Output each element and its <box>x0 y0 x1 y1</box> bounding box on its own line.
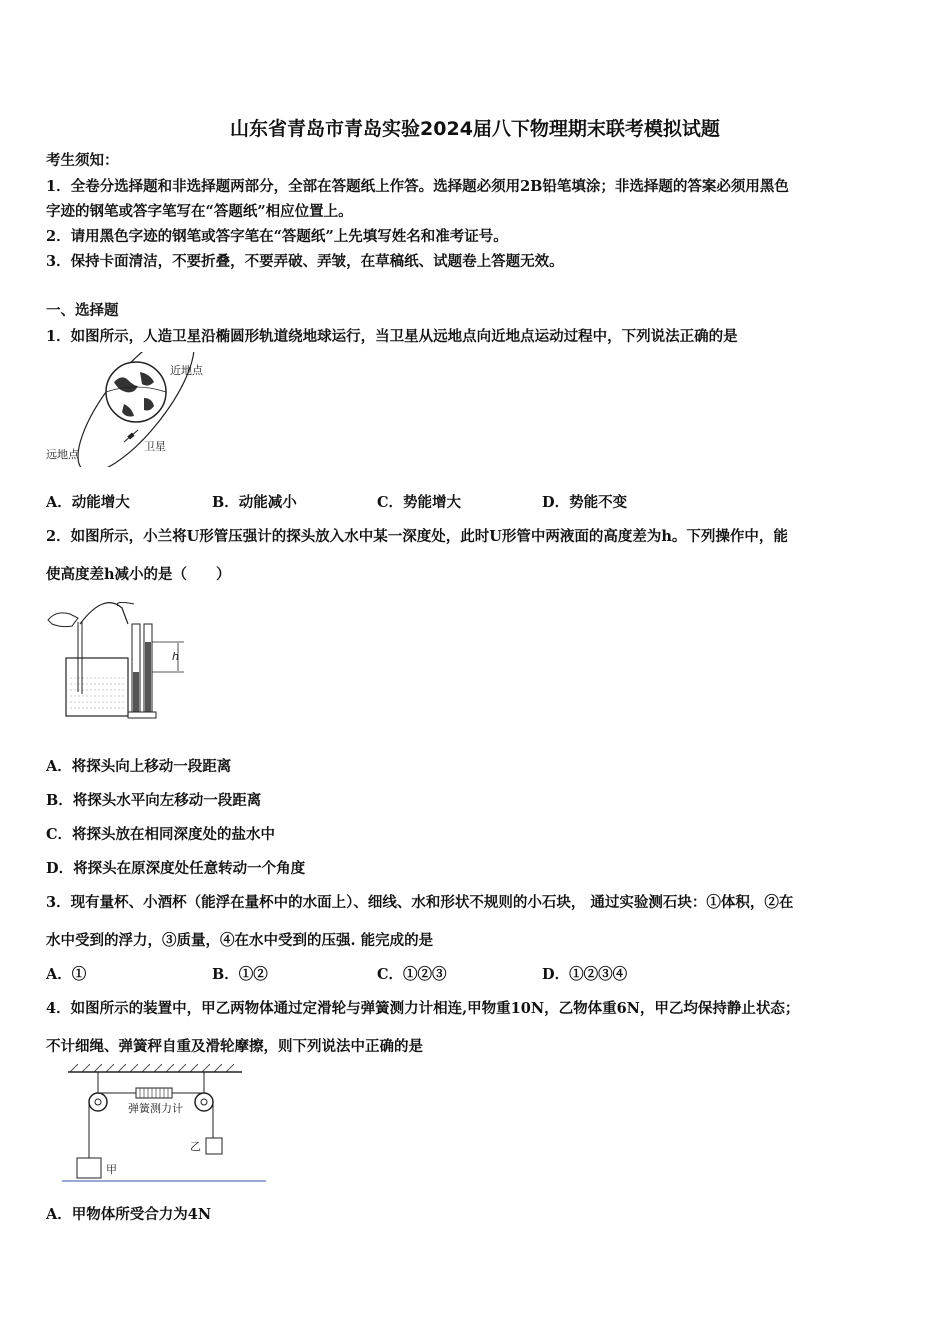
q2-option-c: C．将探头放在相同深度处的盐水中 <box>46 826 276 843</box>
pulley-spring-scale-figure <box>60 1062 275 1187</box>
jia-label: 甲 <box>106 1163 117 1176</box>
section-heading: 一、选择题 <box>46 302 119 319</box>
q2-option-b: B．将探头水平向左移动一段距离 <box>46 792 262 809</box>
spring-scale-icon <box>136 1088 172 1098</box>
q2-stem-line2: 使高度差h减小的是（ ） <box>46 566 231 583</box>
q1-option-a: A．动能增大 <box>46 494 130 511</box>
notice-item: 1．全卷分选择题和非选择题两部分，全部在答题纸上作答。选择题必须用2B铅笔填涂；非选择题的答案必须用黑色 <box>46 178 789 195</box>
q2-option-d: D．将探头在原深度处任意转动一个角度 <box>46 860 306 877</box>
left-pulley-icon <box>89 1093 107 1111</box>
spring-scale-label: 弹簧测力计 <box>128 1102 183 1115</box>
u-tube-manometer-figure <box>44 602 194 722</box>
manometer-stand <box>128 712 156 718</box>
right-pulley-icon <box>195 1093 213 1111</box>
q3-option-a: A．① <box>46 966 87 983</box>
notice-item: 3．保持卡面清洁，不要折叠，不要弄破、弄皱，在草稿纸、试题卷上答题无效。 <box>46 253 564 270</box>
page-title: 山东省青岛市青岛实验2024届八下物理期末联考模拟试题 <box>230 118 720 140</box>
q3-option-b: B．①② <box>212 966 268 983</box>
perigee-label: 近地点 <box>170 364 203 377</box>
rubber-tube <box>80 603 128 624</box>
object-yi <box>206 1138 222 1154</box>
q2-stem-line1: 2．如图所示，小兰将U形管压强计的探头放入水中某一深度处，此时U形管中两液面的高度差为h。下列操作中，能 <box>46 528 788 545</box>
notice-item: 字迹的钢笔或答字笔写在“答题纸”相应位置上。 <box>46 203 353 220</box>
apogee-label: 远地点 <box>46 448 79 461</box>
hand-icon <box>48 613 78 627</box>
satellite-orbit-figure <box>44 352 229 467</box>
q1-option-c: C．势能增大 <box>377 494 462 511</box>
object-jia <box>77 1158 101 1178</box>
q4-stem-line2: 不计细绳、弹簧秤自重及滑轮摩擦，则下列说法中正确的是 <box>46 1038 423 1055</box>
notice-item: 2．请用黑色字迹的钢笔或答字笔在“答题纸”上先填写姓名和准考证号。 <box>46 228 508 245</box>
yi-label: 乙 <box>190 1140 201 1153</box>
q3-stem-line1: 3．现有量杯、小酒杯（能浮在量杯中的水面上）、细线、水和形状不规则的小石块， 通过实验测石块：①体积，②在 <box>46 894 794 911</box>
q2-option-a: A．将探头向上移动一段距离 <box>46 758 232 775</box>
satellite-icon <box>124 430 138 442</box>
q3-option-c: C．①②③ <box>377 966 447 983</box>
q1-option-b: B．动能减小 <box>212 494 297 511</box>
h-label: h <box>172 650 179 663</box>
satellite-label: 卫星 <box>144 440 166 453</box>
earth-icon <box>106 362 166 422</box>
q1-option-d: D．势能不变 <box>542 494 628 511</box>
q4-stem-line1: 4．如图所示的装置中，甲乙两物体通过定滑轮与弹簧测力计相连,甲物重10N，乙物体重6N，甲乙均保持静止状态； <box>46 1000 800 1017</box>
q4-option-a: A．甲物体所受合力为4N <box>46 1206 212 1223</box>
q3-stem-line2: 水中受到的浮力，③质量，④在水中受到的压强. 能完成的是 <box>46 932 434 949</box>
q3-option-d: D．①②③④ <box>542 966 628 983</box>
notice-heading: 考生须知： <box>46 152 119 169</box>
q1-stem: 1．如图所示，人造卫星沿椭圆形轨道绕地球运行，当卫星从远地点向近地点运动过程中，下列说法正确的是 <box>46 328 738 345</box>
